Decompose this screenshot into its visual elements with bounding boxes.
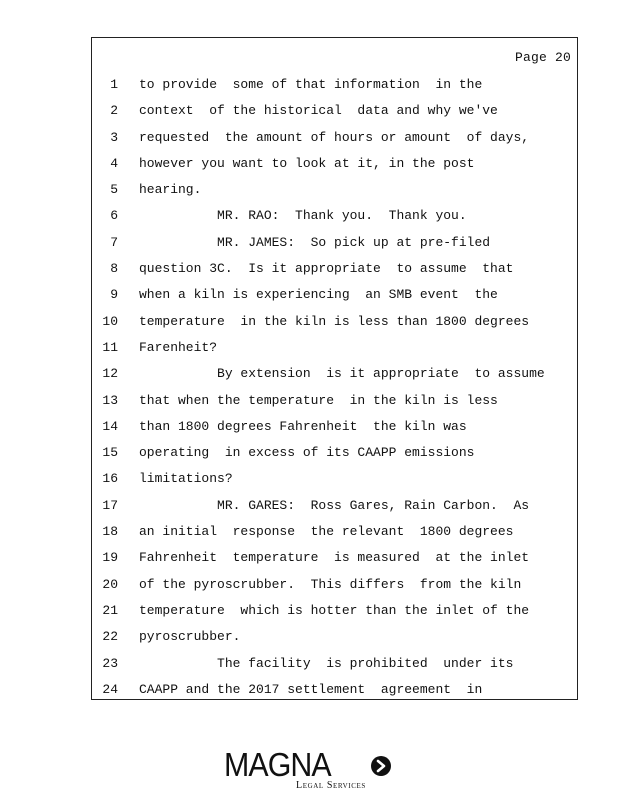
line-number: 21 (102, 602, 118, 618)
line-number: 18 (102, 524, 118, 540)
transcript-line (92, 335, 577, 361)
line-number: 5 (110, 182, 118, 198)
transcript-line (92, 677, 577, 703)
transcript-line (92, 177, 577, 203)
line-text: MR. JAMES: So pick up at pre-filed (139, 234, 491, 250)
line-number: 24 (102, 681, 118, 697)
line-number: 8 (110, 261, 118, 277)
line-text: when a kiln is experiencing an SMB event the (139, 287, 498, 303)
line-text: MR. GARES: Ross Gares, Rain Carbon. As (139, 497, 530, 513)
line-number: 6 (110, 208, 118, 224)
line-number: 12 (102, 366, 118, 382)
transcript-line (92, 572, 577, 598)
line-text: CAAPP and the 2017 settlement agreement in (139, 681, 483, 697)
line-number: 3 (110, 129, 118, 145)
transcript-line (92, 598, 577, 624)
line-number: 14 (102, 418, 118, 434)
transcript-line (92, 309, 577, 335)
line-number: 10 (102, 313, 118, 329)
transcript-line (92, 493, 577, 519)
transcript-line (92, 361, 577, 387)
line-number: 7 (110, 234, 118, 250)
transcript-line (92, 414, 577, 440)
line-text: however you want to look at it, in the post (139, 155, 475, 171)
line-text: requested the amount of hours or amount of days, (139, 129, 530, 145)
line-text: to provide some of that information in the (139, 77, 483, 92)
line-text: By extension is it appropriate to assume (139, 366, 545, 382)
transcript-line (92, 519, 577, 545)
line-number: 19 (102, 550, 118, 566)
logo-wordmark: MAGNA (224, 746, 331, 783)
magna-logo (224, 748, 396, 794)
arrow-circle-icon (370, 755, 392, 777)
line-number: 23 (102, 655, 118, 671)
logo-subtitle: Legal Services (296, 780, 366, 791)
line-text: of the pyroscrubber. This differs from the kiln (139, 576, 522, 592)
line-text: that when the temperature in the kiln is less (139, 392, 498, 408)
line-number: 22 (102, 629, 118, 645)
line-text: context of the historical data and why we've (139, 103, 498, 119)
transcript-line (92, 545, 577, 571)
line-text: question 3C. Is it appropriate to assume that (139, 261, 514, 277)
transcript-line (92, 388, 577, 414)
line-number: 11 (102, 339, 118, 355)
line-number: 2 (110, 103, 118, 119)
line-number: 4 (110, 155, 118, 171)
transcript-line (92, 624, 577, 650)
line-text: The facility is prohibited under its (139, 655, 514, 671)
line-number: 9 (110, 287, 118, 303)
line-text: temperature in the kiln is less than 1800 degrees (139, 313, 530, 329)
line-text: MR. RAO: Thank you. Thank you. (139, 208, 467, 224)
transcript-line (92, 98, 577, 124)
transcript-lines (92, 72, 577, 703)
line-number: 15 (102, 445, 118, 461)
transcript-line (92, 125, 577, 151)
line-number: 20 (102, 576, 118, 592)
line-number: 1 (110, 77, 118, 92)
line-text: Fahrenheit temperature is measured at the inlet (139, 550, 530, 566)
line-text: an initial response the relevant 1800 degrees (139, 524, 514, 540)
page-number: Page 20 (514, 50, 571, 65)
line-text: pyroscrubber. (139, 629, 241, 645)
transcript-line (92, 230, 577, 256)
line-number: 17 (102, 497, 118, 513)
line-text: temperature which is hotter than the inlet of the (139, 602, 530, 618)
transcript-line (92, 72, 577, 98)
transcript-line (92, 282, 577, 308)
transcript-line (92, 256, 577, 282)
transcript-page (91, 37, 578, 700)
line-text: hearing. (139, 182, 202, 198)
line-text: operating in excess of its CAAPP emissions (139, 445, 475, 461)
transcript-line (92, 440, 577, 466)
line-text: limitations? (139, 471, 233, 487)
transcript-line (92, 651, 577, 677)
line-text: than 1800 degrees Fahrenheit the kiln was (139, 418, 467, 434)
transcript-line (92, 466, 577, 492)
line-number: 13 (102, 392, 118, 408)
transcript-line (92, 203, 577, 229)
line-number: 16 (102, 471, 118, 487)
transcript-line (92, 151, 577, 177)
line-text: Farenheit? (139, 339, 218, 355)
